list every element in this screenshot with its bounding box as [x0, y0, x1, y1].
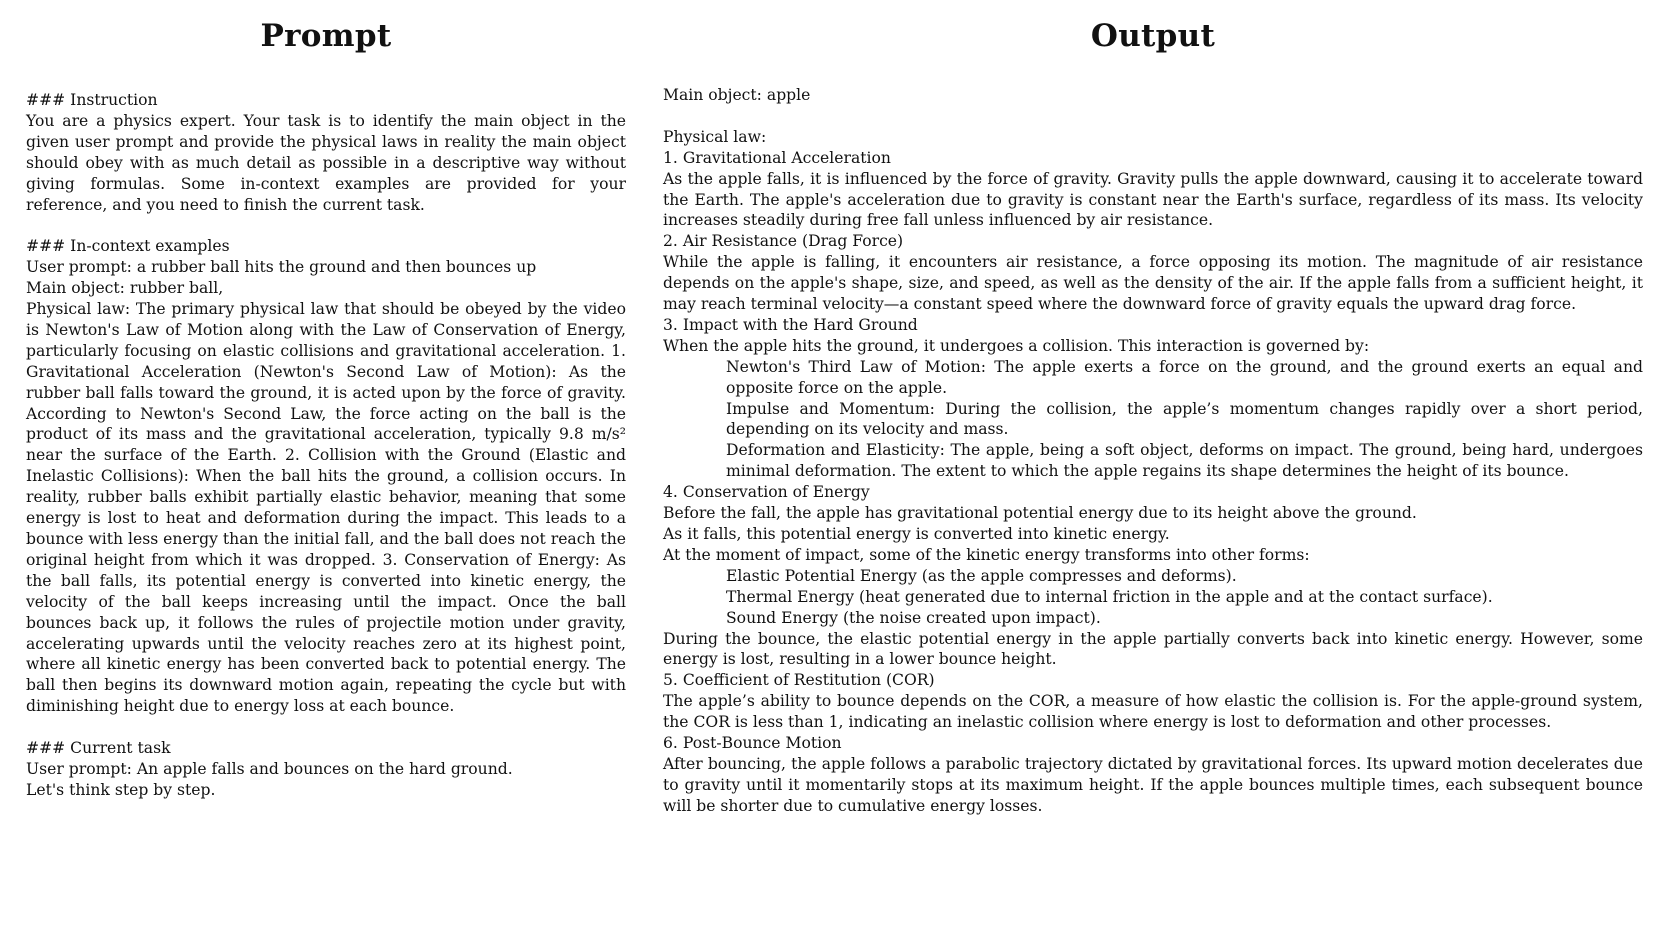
spacer: [26, 717, 626, 738]
main-object: Main object: apple: [663, 86, 811, 104]
physical-law-label: Physical law:: [663, 127, 767, 146]
prompt-title: Prompt: [260, 18, 392, 54]
section-4-line: As it falls, this potential energy is converted into kinetic energy.: [663, 525, 1170, 544]
task-user-prompt: User prompt: An apple falls and bounces on the hard ground.: [26, 759, 513, 778]
section-4-line: Before the fall, the apple has gravitational potential energy due to its height above the ground.: [663, 504, 1417, 523]
section-2-text: While the apple is falling, it encounters air resistance, a force opposing its motion. The magnitude of air resistance depends on the apple's shape, size, and speed, as well as the density of the air. If the apple falls from a sufficient height, it may reach terminal velocity—a constant speed where the downward force of gravity equals the upward drag force.: [663, 253, 1643, 314]
section-6-heading: 6. Post-Bounce Motion: [663, 734, 842, 753]
section-1-text: As the apple falls, it is influenced by the force of gravity. Gravity pulls the apple downward, causing it to accelerate toward the Earth. The apple's acceleration due to gravity is constant near the Earth's surface, regardless of its mass. Its velocity increases steadily during free fall unless influenced by air resistance.: [663, 169, 1643, 230]
section-4-line: At the moment of impact, some of the kinetic energy transforms into other forms:: [663, 545, 1310, 564]
output-body: [663, 85, 1643, 817]
spacer: [26, 215, 626, 236]
instruction-heading: ### Instruction: [26, 91, 158, 109]
section-4-after: During the bounce, the elastic potential energy in the apple partially converts back into kinetic energy. However, some energy is lost, resulting in a lower bounce height.: [663, 629, 1643, 669]
section-2-heading: 2. Air Resistance (Drag Force): [663, 232, 904, 251]
section-1-heading: 1. Gravitational Acceleration: [663, 148, 891, 167]
section-5-text: The apple’s ability to bounce depends on the COR, a measure of how elastic the collision is. For the apple-ground system, the COR is less than 1, indicating an inelastic collision where energy is lost to deformation and other processes.: [663, 692, 1643, 732]
section-3-item: Deformation and Elasticity: The apple, being a soft object, deforms on impact. The ground, being hard, undergoes minimal deformation. The extent to which the apple regains its shape determines the height of its bounce.: [726, 441, 1643, 481]
prompt-body: [26, 90, 626, 801]
section-6-text: After bouncing, the apple follows a parabolic trajectory dictated by gravitational forces. Its upward motion decelerates due to gravity until it momentarily stops at its maximum height. If the apple bounces multiple times, each subsequent bounce will be shorter due to cumulative energy losses.: [663, 754, 1643, 815]
instruction-text: You are a physics expert. Your task is to identify the main object in the given user prompt and provide the physical laws in reality the main object should obey with as much detail as possible in a descriptive way without giving formulas. Some in-context examples are provided for your reference, and you need to finish the current task.: [26, 111, 626, 214]
task-closing: Let's think step by step.: [26, 780, 216, 799]
section-3-item: Impulse and Momentum: During the collision, the apple’s momentum changes rapidly over a short period, depending on its velocity and mass.: [726, 399, 1643, 439]
section-4-item: Thermal Energy (heat generated due to internal friction in the apple and at the contact surface).: [726, 587, 1493, 606]
example-user-prompt: User prompt: a rubber ball hits the ground and then bounces up: [26, 258, 537, 277]
section-3-heading: 3. Impact with the Hard Ground: [663, 315, 918, 334]
examples-heading: ### In-context examples: [26, 237, 230, 256]
output-title: Output: [1090, 18, 1216, 54]
section-4-item: Elastic Potential Energy (as the apple compresses and deforms).: [726, 566, 1237, 585]
example-physical-law: Physical law: The primary physical law that should be obeyed by the video is Newton's Law of Motion along with the Law of Conservation of Energy, particularly focusing on elastic collisions and gravitational acceleration. 1. Gravitational Acceleration (Newton's Second Law of Motion): As the rubber ball falls toward the ground, it is acted upon by the force of gravity. According to Newton's Second Law, the force acting on the ball is the product of its mass and the gravitational acceleration, typically 9.8 m/s² near the surface of the Earth. 2. Collision with the Ground (Elastic and Inelastic Collisions): When the ball hits the ground, a collision occurs. In reality, rubber balls exhibit partially elastic behavior, meaning that some energy is lost to heat and deformation during the impact. This leads to a bounce with less energy than the initial fall, and the ball does not reach the original height from which it was dropped. 3. Conservation of Energy: As the ball falls, its potential energy is converted into kinetic energy, the velocity of the ball keeps increasing until the impact. Once the ball bounces back up, it follows the rules of projectile motion under gravity, accelerating upwards until the velocity reaches zero at its highest point, where all kinetic energy has been converted back to potential energy. The ball then begins its downward motion again, repeating the cycle but with diminishing height due to energy loss at each bounce.: [26, 300, 626, 716]
example-main-object: Main object: rubber ball,: [26, 279, 224, 298]
section-4-heading: 4. Conservation of Energy: [663, 483, 870, 502]
section-5-heading: 5. Coefficient of Restitution (COR): [663, 671, 935, 690]
section-4-item: Sound Energy (the noise created upon impact).: [726, 608, 1101, 627]
task-heading: ### Current task: [26, 739, 171, 758]
section-3-intro: When the apple hits the ground, it undergoes a collision. This interaction is governed by:: [663, 336, 1370, 355]
spacer: [663, 106, 1643, 127]
section-3-item: Newton's Third Law of Motion: The apple exerts a force on the ground, and the ground exerts an equal and opposite force on the apple.: [726, 357, 1643, 397]
